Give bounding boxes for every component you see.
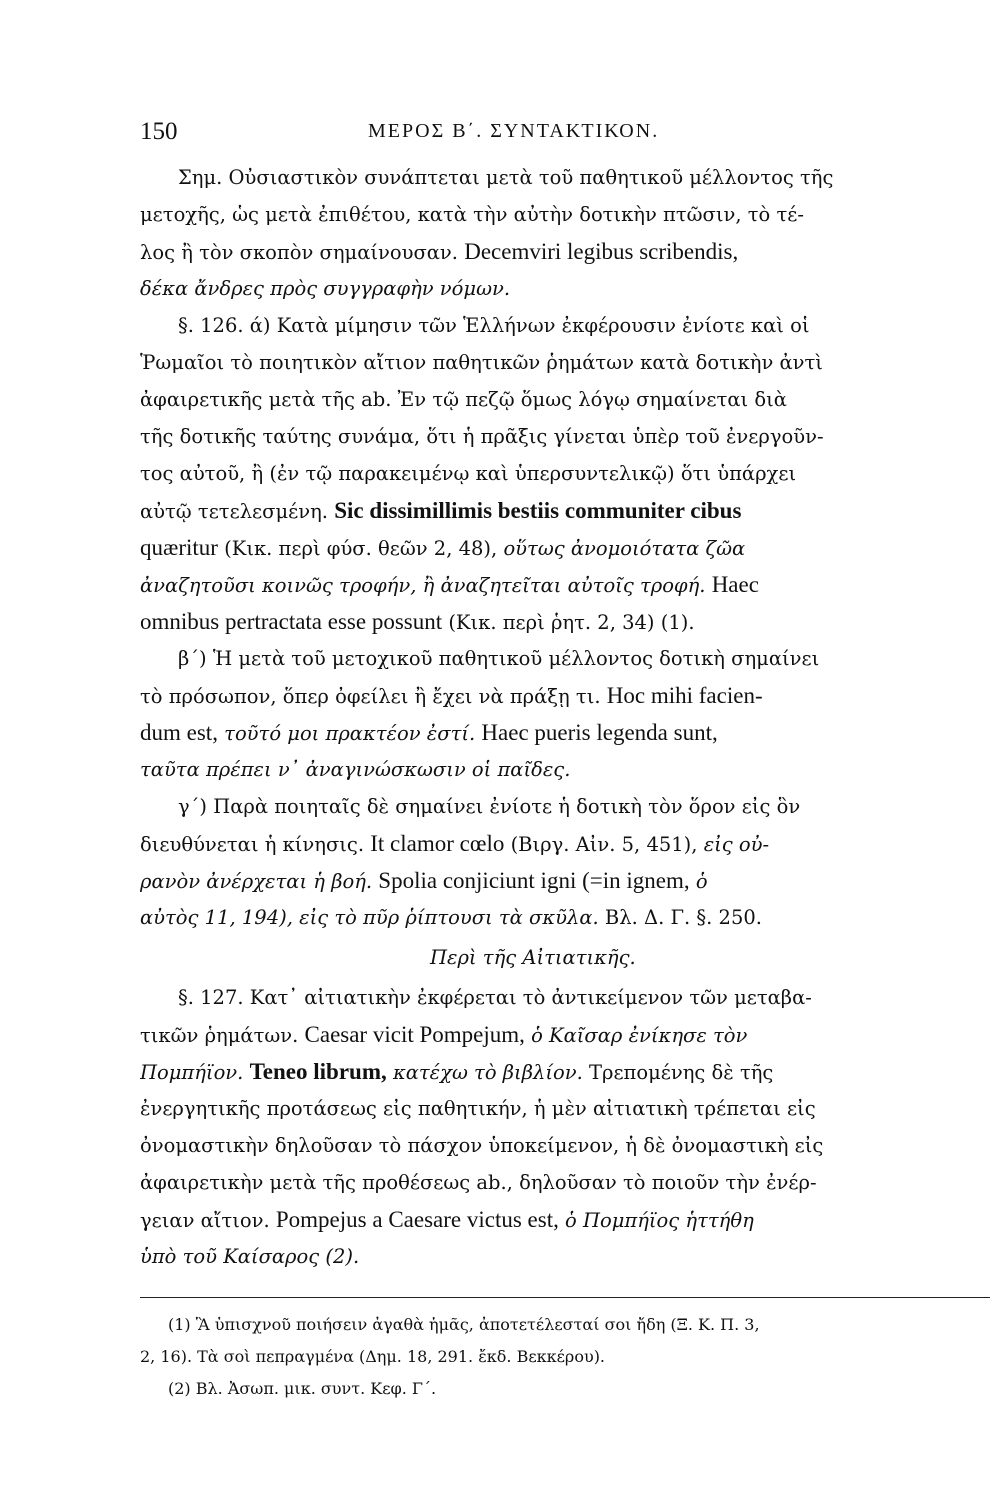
latin-phrase: omnibus pertractata esse possunt xyxy=(140,609,443,634)
section-126-line: §. 126. ά) Κατὰ μίμησιν τῶν Ἑλλήνων ἐκφέρουσιν ἐνίοτε καὶ οἱ xyxy=(178,314,810,337)
text-line: δέκα ἄνδρες πρὸς συγγραφὴν νόμων. xyxy=(140,277,511,300)
footnote-line: 2, 16). Τὰ σοὶ πεπραγμένα (Δημ. 18, 291. ἔκδ. Βεκκέρου). xyxy=(140,1347,606,1366)
text-line: τος αὐτοῦ, ἢ (ἐν τῷ παρακειμένῳ καὶ ὑπερσυντελικῷ) ὅτι ὑπάρχει xyxy=(140,462,797,485)
text-line: γειαν αἴτιον. Pompejus a Caesare victus est, ὁ Πομπήϊος ἡττήθη xyxy=(140,1207,754,1232)
footnote-line: (2) Βλ. Ἀσωπ. μικ. συντ. Κεφ. Γ΄. xyxy=(168,1379,437,1398)
text-line: τὸ πρόσωπον, ὅπερ ὀφείλει ἢ ἔχει νὰ πράξῃ τι. Hoc mihi facien- xyxy=(140,683,763,708)
latin-phrase: Haec xyxy=(711,572,759,597)
text-line: Σημ. Οὐσιαστικὸν συνάπτεται μετὰ τοῦ παθητικοῦ μέλλοντος τῆς xyxy=(178,166,834,189)
text-line: Πομπήϊον. Teneo librum, κατέχω τὸ βιβλίον. Τρεπομένης δὲ τῆς xyxy=(140,1059,774,1084)
latin-phrase: Hoc mihi facien- xyxy=(606,683,763,708)
latin-phrase: Sic dissimillimis bestiis communiter cibus xyxy=(334,498,742,523)
text-line: ἐνεργητικῆς προτάσεως εἰς παθητικήν, ἡ μὲν αἰτιατικὴ τρέπεται εἰς xyxy=(140,1097,816,1120)
footnote-divider xyxy=(140,1297,990,1298)
text-line: διευθύνεται ἡ κίνησις. It clamor cœlo (Βιργ. Αἰν. 5, 451), εἰς οὐ- xyxy=(140,831,770,856)
text-line: ὀνομαστικὴν δηλοῦσαν τὸ πάσχον ὑποκείμενον, ἡ δὲ ὀνομαστικὴ εἰς xyxy=(140,1134,824,1157)
footnote-line: (1) Ἃ ὑπισχνοῦ ποιήσειν ἀγαθὰ ἡμᾶς, ἀποτετέλεσταί σοι ἤδη (Ξ. Κ. Π. 3, xyxy=(168,1315,760,1334)
text-line: omnibus pertractata esse possunt (Κικ. περὶ ῥητ. 2, 34) (1). xyxy=(140,609,695,634)
section-heading: Περὶ τῆς Αἰτιατικῆς. xyxy=(430,946,636,969)
text-line: τικῶν ῥημάτων. Caesar vicit Pompejum, ὁ Καῖσαρ ἐνίκησε τὸν xyxy=(140,1022,748,1047)
text-line: dum est, τοῦτό μοι πρακτέον ἐστί. Haec pueris legenda sunt, xyxy=(140,720,718,745)
text-line: αὐτὸς 11, 194), εἰς τὸ πῦρ ῥίπτουσι τὰ σκῦλα. Βλ. Δ. Γ. §. 250. xyxy=(140,906,762,929)
page-header xyxy=(140,118,990,148)
text-line: ρανὸν ἀνέρχεται ἡ βοή. Spolia conjiciunt igni (=in ignem, ὁ xyxy=(140,868,708,893)
page-number: 150 xyxy=(140,118,178,145)
text-line: ἀναζητοῦσι κοινῶς τροφήν, ἢ ἀναζητεῖται αὐτοῖς τροφή. Haec xyxy=(140,572,759,597)
latin-phrase: Pompejus a Caesare victus est, xyxy=(275,1207,559,1232)
text-line: β΄) Ἡ μετὰ τοῦ μετοχικοῦ παθητικοῦ μέλλοντος δοτικὴ σημαίνει xyxy=(178,647,820,670)
latin-phrase: Teneo librum, xyxy=(249,1059,387,1084)
latin-phrase: It clamor cœlo xyxy=(370,831,505,856)
text-line: ἀφαιρετικῆς μετὰ τῆς ab. Ἐν τῷ πεζῷ ὅμως λόγῳ σημαίνεται διὰ xyxy=(140,388,787,411)
latin-phrase: Decemviri legibus scribendis, xyxy=(464,239,739,264)
text-line: μετοχῆς, ὡς μετὰ ἐπιθέτου, κατὰ τὴν αὐτὴν δοτικὴν πτῶσιν, τὸ τέ- xyxy=(140,203,804,226)
text-line: αὐτῷ τετελεσμένη. Sic dissimillimis bestiis communiter cibus xyxy=(140,498,742,523)
text-line: quæritur (Κικ. περὶ φύσ. θεῶν 2, 48), οὕτως ἀνομοιότατα ζῶα xyxy=(140,535,746,560)
text-line: Ῥωμαῖοι τὸ ποιητικὸν αἴτιον παθητικῶν ῥημάτων κατὰ δοτικὴν ἀντὶ xyxy=(140,351,823,374)
text-line: ἀφαιρετικὴν μετὰ τῆς προθέσεως ab., δηλοῦσαν τὸ ποιοῦν τὴν ἐνέρ- xyxy=(140,1171,817,1194)
latin-phrase: Haec pueris legenda sunt, xyxy=(481,720,718,745)
text-line: τῆς δοτικῆς ταύτης συνάμα, ὅτι ἡ πρᾶξις γίνεται ὑπὲρ τοῦ ἐνεργοῦν- xyxy=(140,425,824,448)
running-title: ΜΕΡΟΣ Β΄. ΣΥΝΤΑΚΤΙΚΟΝ. xyxy=(368,120,660,142)
text-line: γ΄) Παρὰ ποιηταῖς δὲ σημαίνει ἐνίοτε ἡ δοτικὴ τὸν ὅρον εἰς ὃν xyxy=(178,795,801,818)
text-line: ταῦτα πρέπει ν᾽ ἀναγινώσκωσιν οἱ παῖδες. xyxy=(140,758,571,781)
latin-phrase: Spolia conjiciunt igni (=in ignem, xyxy=(378,868,690,893)
latin-phrase: quæritur xyxy=(140,535,218,560)
section-127-line: §. 127. Κατ᾽ αἰτιατικὴν ἐκφέρεται τὸ ἀντικείμενον τῶν μεταβα- xyxy=(178,986,812,1009)
text-line: ὑπὸ τοῦ Καίσαρος (2). xyxy=(140,1245,360,1268)
latin-phrase: Caesar vicit Pompejum, xyxy=(304,1022,525,1047)
latin-phrase: dum est, xyxy=(140,720,218,745)
text-line: λος ἢ τὸν σκοπὸν σημαίνουσαν. Decemviri legibus scribendis, xyxy=(140,239,739,264)
